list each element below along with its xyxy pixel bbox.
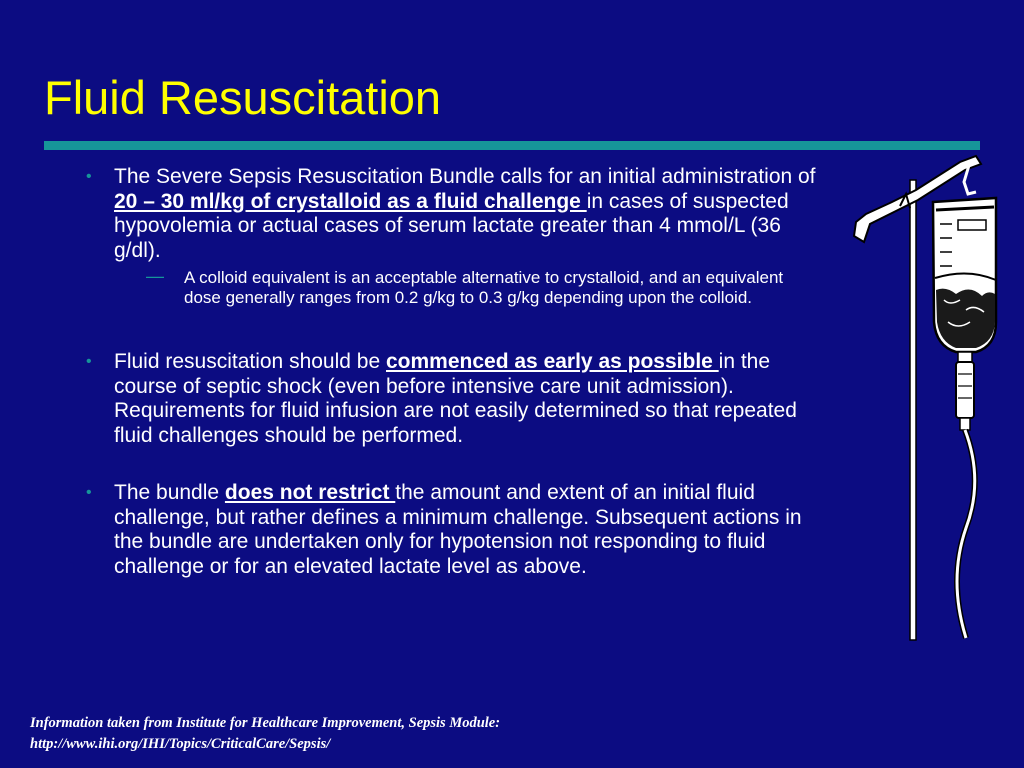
slide-body xyxy=(84,165,824,579)
slide-title: Fluid Resuscitation xyxy=(44,71,442,124)
bullet-text: Fluid resuscitation should be xyxy=(114,350,386,373)
bullet-item xyxy=(84,165,824,263)
bullet-marker: • xyxy=(86,484,92,501)
footnote-line: Information taken from Institute for Healthcare Improvement, Sepsis Module: xyxy=(30,715,501,731)
bullet-marker: • xyxy=(86,353,92,370)
bullet-text: in the course of septic shock (even before intensive care unit admission). Requirements for fluid infusion are not easily determined so that repeated fluid challenges should be performed. xyxy=(114,350,797,447)
bullet-text: The Severe Sepsis Resuscitation Bundle calls for an initial administration of xyxy=(114,165,816,188)
sub-bullet-item xyxy=(84,268,824,308)
bullet-text: in cases of suspected hypovolemia or actual cases of serum lactate greater than 4 mmol/L (36 g/dl). xyxy=(114,189,789,262)
iv-drip-bag-icon xyxy=(848,150,998,645)
bullet-text: the amount and extent of an initial fluid challenge, but rather defines a minimum challenge. Subsequent actions in the bundle are undertaken only for hypotension not responding to fluid challenge or for an elevated lactate level as above. xyxy=(114,481,802,578)
bullet-text: The bundle xyxy=(114,481,225,504)
bullet-emphasis: does not restrict xyxy=(224,481,396,504)
bullet-emphasis: 20 – 30 ml/kg of crystalloid as a fluid challenge xyxy=(114,189,587,213)
title-divider xyxy=(44,141,980,150)
source-footnote xyxy=(30,713,500,755)
sub-bullet-marker: — xyxy=(146,266,164,286)
sub-bullet-text: A colloid equivalent is an acceptable alternative to crystalloid, and an equivalent dose generally ranges from 0.2 g/kg to 0.3 g/kg depending upon the colloid. xyxy=(184,268,784,307)
footnote-url: http://www.ihi.org/IHI/Topics/CriticalCare/Sepsis/ xyxy=(30,736,331,752)
bullet-item xyxy=(84,481,824,579)
bullet-item xyxy=(84,350,824,448)
bullet-emphasis: commenced as early as possible xyxy=(386,350,719,373)
bullet-marker: • xyxy=(86,168,92,185)
